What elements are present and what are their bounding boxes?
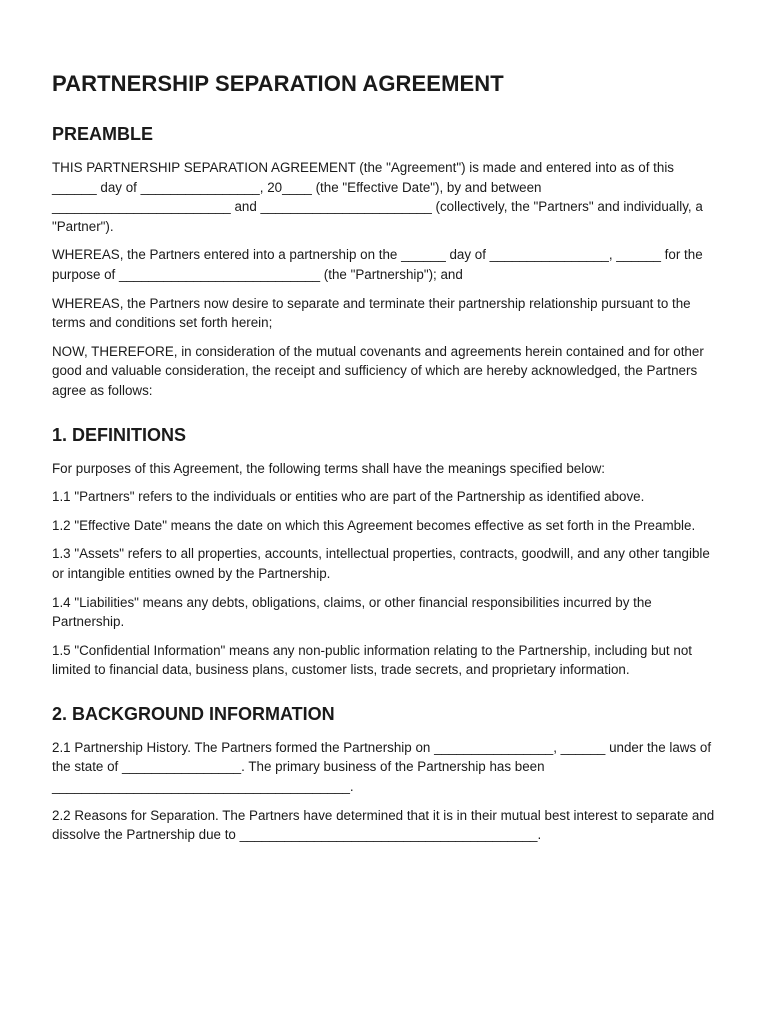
document-page	[52, 70, 722, 854]
section-heading-preamble: PREAMBLE	[52, 124, 154, 144]
definitions-intro: For purposes of this Agreement, the following terms shall have the meanings specified below:	[52, 460, 606, 476]
section-heading-background: 2. BACKGROUND INFORMATION	[52, 703, 335, 724]
definition-1-2: 1.2 "Effective Date" means the date on which this Agreement becomes effective as set forth in the Preamble.	[52, 517, 696, 533]
section-background	[52, 702, 722, 845]
background-2-1: 2.1 Partnership History. The Partners formed the Partnership on ________________, ______ under the laws of the state of ________________. The primary business of the Partnership has been ________________________________________.	[52, 739, 712, 795]
document-title: PARTNERSHIP SEPARATION AGREEMENT	[52, 71, 504, 96]
definition-1-3: 1.3 "Assets" refers to all properties, accounts, intellectual properties, contracts, goodwill, and any other tangible or intangible entities owned by the Partnership.	[52, 546, 710, 581]
section-heading-definitions: 1. DEFINITIONS	[52, 424, 187, 445]
preamble-paragraph: THIS PARTNERSHIP SEPARATION AGREEMENT (the "Agreement") is made and entered into as of this ______ day of ________________, 20____ (the "Effective Date"), by and between ________________________ and _______________________ (collectively, the "Partners" and individually, a "Partner").	[52, 160, 703, 234]
whereas-paragraph-1: WHEREAS, the Partners entered into a partnership on the ______ day of ________________, ______ for the purpose of ___________________________ (the "Partnership"); and	[52, 247, 703, 282]
section-definitions	[52, 423, 722, 680]
whereas-paragraph-2: WHEREAS, the Partners now desire to separate and terminate their partnership relationship pursuant to the terms and conditions set forth herein;	[52, 295, 691, 331]
background-2-2: 2.2 Reasons for Separation. The Partners have determined that it is in their mutual best interest to separate and dissolve the Partnership due to ________________________________________.	[52, 807, 715, 843]
definition-1-5: 1.5 "Confidential Information" means any non-public information relating to the Partnership, including but not limited to financial data, business plans, customer lists, trade secrets, and proprietary information.	[52, 642, 692, 678]
now-therefore-paragraph: NOW, THEREFORE, in consideration of the mutual covenants and agreements herein contained and for other good and valuable consideration, the receipt and sufficiency of which are hereby acknowledged, the Partners agree as follows:	[52, 343, 704, 398]
definition-1-4: 1.4 "Liabilities" means any debts, obligations, claims, or other financial responsibilities incurred by the Partnership.	[52, 594, 652, 630]
section-preamble	[52, 122, 722, 401]
definition-1-1: 1.1 "Partners" refers to the individuals or entities who are part of the Partnership as identified above.	[52, 489, 645, 505]
